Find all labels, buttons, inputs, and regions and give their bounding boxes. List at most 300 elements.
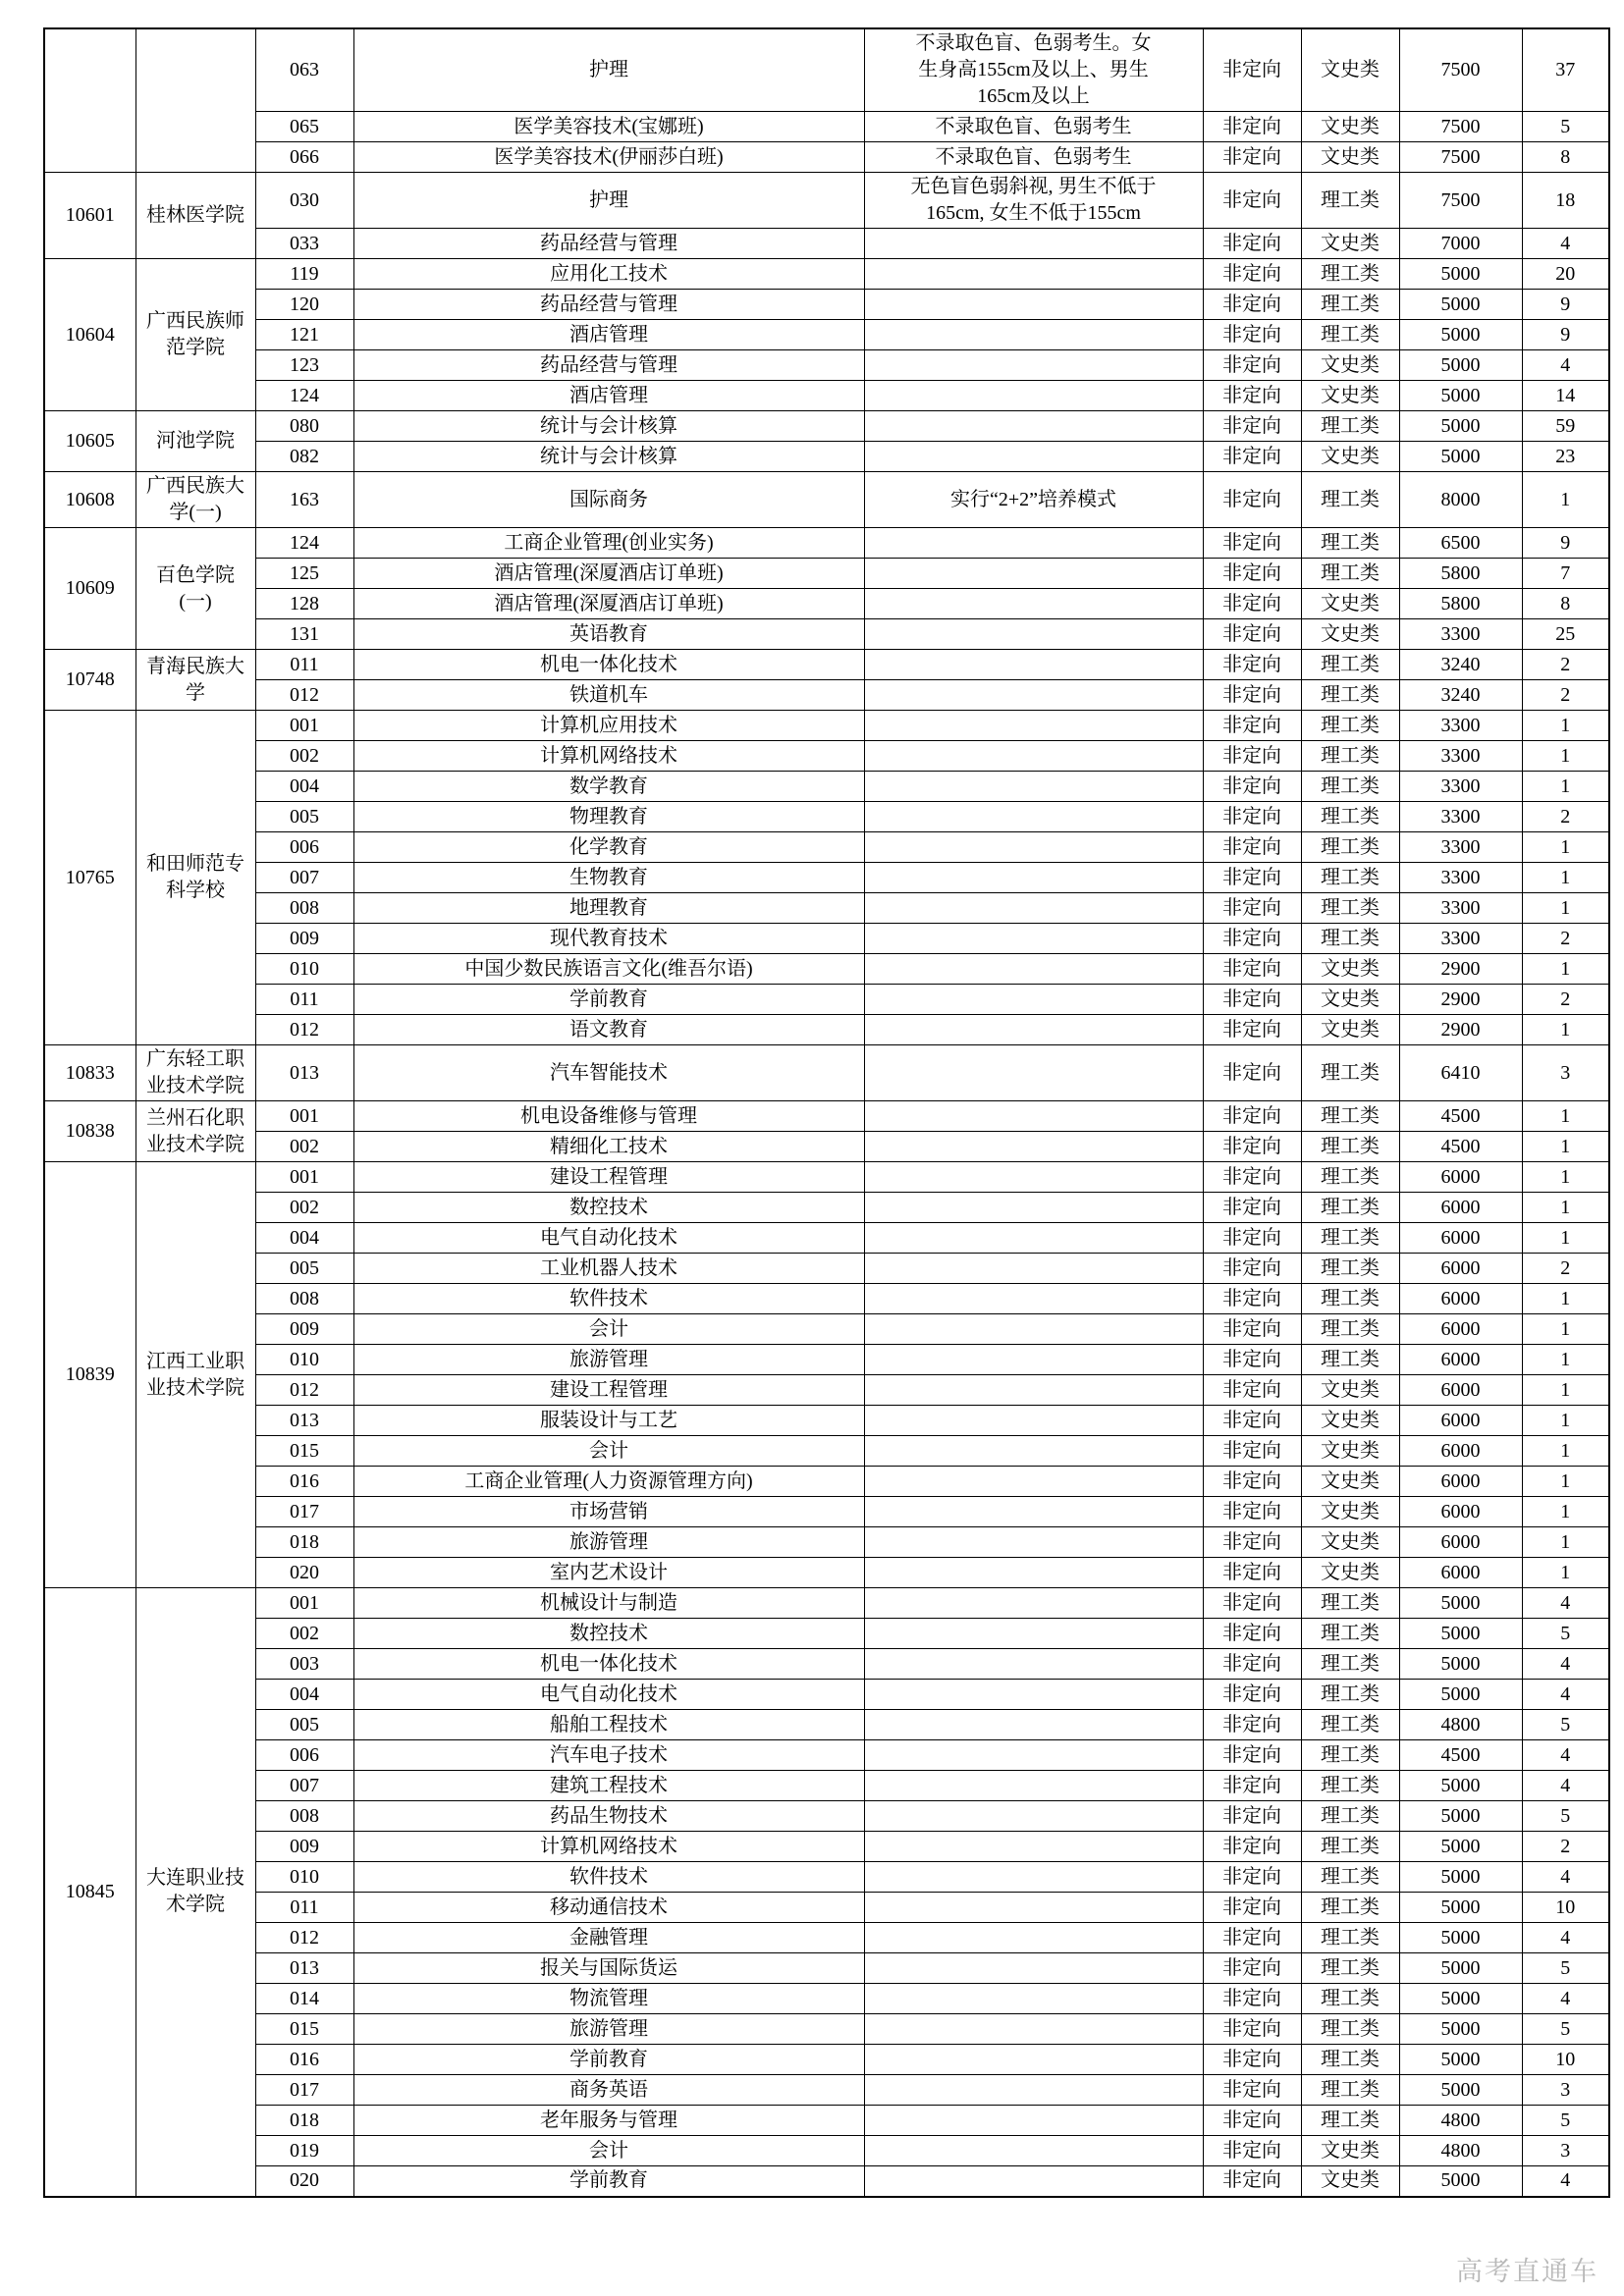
count-cell: 1 — [1522, 832, 1609, 863]
major-name-cell: 报关与国际货运 — [353, 1953, 864, 1984]
count-cell: 9 — [1522, 290, 1609, 320]
count-cell: 5 — [1522, 1710, 1609, 1740]
direction-cell: 非定向 — [1203, 863, 1301, 893]
table-row — [44, 1649, 1609, 1680]
major-code-cell: 002 — [255, 1132, 353, 1162]
direction-cell: 非定向 — [1203, 1132, 1301, 1162]
table-row — [44, 559, 1609, 589]
table-row — [44, 112, 1609, 142]
remarks-cell — [864, 1984, 1203, 2014]
fee-cell: 5000 — [1399, 2014, 1522, 2045]
school-code-cell: 10833 — [44, 1045, 135, 1101]
major-name-cell: 软件技术 — [353, 1284, 864, 1314]
count-cell: 1 — [1522, 1284, 1609, 1314]
table-row — [44, 1254, 1609, 1284]
remarks-cell — [864, 259, 1203, 290]
remarks-cell — [864, 1801, 1203, 1832]
direction-cell: 非定向 — [1203, 411, 1301, 442]
category-cell: 文史类 — [1301, 350, 1399, 381]
count-cell: 1 — [1522, 1527, 1609, 1558]
major-code-cell: 010 — [255, 1345, 353, 1375]
remarks-cell — [864, 832, 1203, 863]
fee-cell: 5000 — [1399, 320, 1522, 350]
category-cell: 理工类 — [1301, 1588, 1399, 1619]
category-cell: 文史类 — [1301, 28, 1399, 112]
fee-cell: 5800 — [1399, 589, 1522, 619]
direction-cell: 非定向 — [1203, 112, 1301, 142]
major-name-cell: 计算机应用技术 — [353, 711, 864, 741]
table-row — [44, 985, 1609, 1015]
major-name-cell: 现代教育技术 — [353, 924, 864, 954]
fee-cell: 5000 — [1399, 1984, 1522, 2014]
major-name-cell: 精细化工技术 — [353, 1132, 864, 1162]
major-name-cell: 汽车电子技术 — [353, 1740, 864, 1771]
table-row — [44, 1015, 1609, 1045]
remarks-cell — [864, 1162, 1203, 1193]
school-code-cell: 10765 — [44, 711, 135, 1045]
major-code-cell: 010 — [255, 1862, 353, 1893]
direction-cell: 非定向 — [1203, 320, 1301, 350]
major-code-cell: 002 — [255, 1619, 353, 1649]
category-cell: 理工类 — [1301, 893, 1399, 924]
table-row — [44, 1375, 1609, 1406]
count-cell: 5 — [1522, 1619, 1609, 1649]
count-cell: 1 — [1522, 954, 1609, 985]
fee-cell: 5000 — [1399, 2045, 1522, 2075]
fee-cell: 5000 — [1399, 411, 1522, 442]
count-cell: 4 — [1522, 1923, 1609, 1953]
table-row — [44, 1558, 1609, 1588]
major-name-cell: 会计 — [353, 2136, 864, 2166]
category-cell: 理工类 — [1301, 650, 1399, 680]
table-row — [44, 772, 1609, 802]
count-cell: 8 — [1522, 142, 1609, 173]
major-name-cell: 数学教育 — [353, 772, 864, 802]
table-row — [44, 2166, 1609, 2197]
count-cell: 7 — [1522, 559, 1609, 589]
count-cell: 2 — [1522, 924, 1609, 954]
major-code-cell: 005 — [255, 802, 353, 832]
count-cell: 1 — [1522, 1558, 1609, 1588]
table-row — [44, 1619, 1609, 1649]
direction-cell: 非定向 — [1203, 589, 1301, 619]
major-name-cell: 机械设计与制造 — [353, 1588, 864, 1619]
document-page — [43, 27, 1610, 2198]
direction-cell: 非定向 — [1203, 2075, 1301, 2106]
table-row — [44, 1680, 1609, 1710]
direction-cell: 非定向 — [1203, 741, 1301, 772]
direction-cell: 非定向 — [1203, 528, 1301, 559]
direction-cell: 非定向 — [1203, 1862, 1301, 1893]
category-cell: 理工类 — [1301, 2106, 1399, 2136]
table-row — [44, 2045, 1609, 2075]
major-code-cell: 124 — [255, 528, 353, 559]
major-name-cell: 统计与会计核算 — [353, 411, 864, 442]
major-name-cell: 医学美容技术(宝娜班) — [353, 112, 864, 142]
major-code-cell: 066 — [255, 142, 353, 173]
category-cell: 理工类 — [1301, 772, 1399, 802]
fee-cell: 5000 — [1399, 1953, 1522, 1984]
fee-cell: 2900 — [1399, 954, 1522, 985]
major-name-cell: 铁道机车 — [353, 680, 864, 711]
count-cell: 37 — [1522, 28, 1609, 112]
school-name-cell: 桂林医学院 — [135, 173, 255, 259]
major-name-cell: 建筑工程技术 — [353, 1771, 864, 1801]
count-cell: 1 — [1522, 1375, 1609, 1406]
major-code-cell: 063 — [255, 28, 353, 112]
fee-cell: 5000 — [1399, 259, 1522, 290]
count-cell: 20 — [1522, 259, 1609, 290]
remarks-cell — [864, 2106, 1203, 2136]
remarks-cell — [864, 1680, 1203, 1710]
fee-cell: 5000 — [1399, 1619, 1522, 1649]
major-name-cell: 国际商务 — [353, 472, 864, 528]
major-code-cell: 004 — [255, 1680, 353, 1710]
table-row — [44, 442, 1609, 472]
category-cell: 理工类 — [1301, 1254, 1399, 1284]
school-name-cell: 大连职业技 术学院 — [135, 1588, 255, 2197]
school-name-cell: 广西民族大 学(一) — [135, 472, 255, 528]
table-row — [44, 1045, 1609, 1101]
major-name-cell: 应用化工技术 — [353, 259, 864, 290]
table-row — [44, 528, 1609, 559]
major-name-cell: 酒店管理(深厦酒店订单班) — [353, 559, 864, 589]
major-code-cell: 016 — [255, 2045, 353, 2075]
category-cell: 理工类 — [1301, 1740, 1399, 1771]
direction-cell: 非定向 — [1203, 1984, 1301, 2014]
major-name-cell: 中国少数民族语言文化(维吾尔语) — [353, 954, 864, 985]
major-code-cell: 124 — [255, 381, 353, 411]
major-code-cell: 131 — [255, 619, 353, 650]
table-row — [44, 1740, 1609, 1771]
fee-cell: 5000 — [1399, 1649, 1522, 1680]
remarks-cell — [864, 1558, 1203, 1588]
major-name-cell: 船舶工程技术 — [353, 1710, 864, 1740]
direction-cell: 非定向 — [1203, 442, 1301, 472]
remarks-cell — [864, 1436, 1203, 1467]
major-code-cell: 001 — [255, 711, 353, 741]
category-cell: 理工类 — [1301, 1953, 1399, 1984]
remarks-cell — [864, 893, 1203, 924]
category-cell: 理工类 — [1301, 680, 1399, 711]
table-row — [44, 650, 1609, 680]
major-name-cell: 物流管理 — [353, 1984, 864, 2014]
count-cell: 23 — [1522, 442, 1609, 472]
table-row — [44, 411, 1609, 442]
direction-cell: 非定向 — [1203, 1680, 1301, 1710]
major-name-cell: 计算机网络技术 — [353, 741, 864, 772]
direction-cell: 非定向 — [1203, 954, 1301, 985]
direction-cell: 非定向 — [1203, 680, 1301, 711]
direction-cell: 非定向 — [1203, 2136, 1301, 2166]
direction-cell: 非定向 — [1203, 1015, 1301, 1045]
category-cell: 理工类 — [1301, 802, 1399, 832]
major-name-cell: 机电一体化技术 — [353, 1649, 864, 1680]
major-code-cell: 007 — [255, 863, 353, 893]
category-cell: 理工类 — [1301, 1619, 1399, 1649]
table-row — [44, 1953, 1609, 1984]
count-cell: 1 — [1522, 1132, 1609, 1162]
remarks-cell — [864, 1375, 1203, 1406]
count-cell: 2 — [1522, 802, 1609, 832]
major-name-cell: 会计 — [353, 1314, 864, 1345]
school-name-cell — [135, 28, 255, 173]
direction-cell: 非定向 — [1203, 173, 1301, 229]
fee-cell: 6410 — [1399, 1045, 1522, 1101]
admissions-table — [43, 27, 1610, 2198]
table-row — [44, 1984, 1609, 2014]
school-code-cell: 10601 — [44, 173, 135, 259]
remarks-cell: 不录取色盲、色弱考生 — [864, 142, 1203, 173]
remarks-cell — [864, 1527, 1203, 1558]
major-code-cell: 065 — [255, 112, 353, 142]
major-code-cell: 018 — [255, 2106, 353, 2136]
fee-cell: 3300 — [1399, 863, 1522, 893]
admissions-table-body — [44, 28, 1609, 2197]
major-code-cell: 012 — [255, 1015, 353, 1045]
major-name-cell: 酒店管理 — [353, 320, 864, 350]
major-code-cell: 020 — [255, 2166, 353, 2197]
count-cell: 2 — [1522, 1254, 1609, 1284]
remarks-cell — [864, 619, 1203, 650]
remarks-cell — [864, 1314, 1203, 1345]
count-cell: 2 — [1522, 650, 1609, 680]
remarks-cell — [864, 1923, 1203, 1953]
remarks-cell — [864, 1101, 1203, 1132]
table-row — [44, 1588, 1609, 1619]
major-name-cell: 老年服务与管理 — [353, 2106, 864, 2136]
fee-cell: 5000 — [1399, 2166, 1522, 2197]
major-code-cell: 012 — [255, 1375, 353, 1406]
remarks-cell: 不录取色盲、色弱考生。女 生身高155cm及以上、男生 165cm及以上 — [864, 28, 1203, 112]
category-cell: 文史类 — [1301, 229, 1399, 259]
table-row — [44, 1923, 1609, 1953]
direction-cell: 非定向 — [1203, 650, 1301, 680]
major-name-cell: 化学教育 — [353, 832, 864, 863]
major-name-cell: 电气自动化技术 — [353, 1680, 864, 1710]
count-cell: 4 — [1522, 229, 1609, 259]
remarks-cell — [864, 442, 1203, 472]
remarks-cell — [864, 711, 1203, 741]
category-cell: 理工类 — [1301, 1193, 1399, 1223]
category-cell: 理工类 — [1301, 1223, 1399, 1254]
count-cell: 1 — [1522, 1015, 1609, 1045]
category-cell: 文史类 — [1301, 1497, 1399, 1527]
category-cell: 理工类 — [1301, 259, 1399, 290]
fee-cell: 3300 — [1399, 772, 1522, 802]
fee-cell: 3300 — [1399, 924, 1522, 954]
major-code-cell: 009 — [255, 924, 353, 954]
remarks-cell: 不录取色盲、色弱考生 — [864, 112, 1203, 142]
major-code-cell: 018 — [255, 1527, 353, 1558]
major-code-cell: 017 — [255, 1497, 353, 1527]
table-row — [44, 1801, 1609, 1832]
remarks-cell — [864, 1497, 1203, 1527]
direction-cell: 非定向 — [1203, 619, 1301, 650]
remarks-cell — [864, 863, 1203, 893]
major-code-cell: 014 — [255, 1984, 353, 2014]
count-cell: 2 — [1522, 985, 1609, 1015]
category-cell: 文史类 — [1301, 142, 1399, 173]
direction-cell: 非定向 — [1203, 1406, 1301, 1436]
major-code-cell: 004 — [255, 1223, 353, 1254]
remarks-cell — [864, 559, 1203, 589]
table-row — [44, 320, 1609, 350]
remarks-cell — [864, 2014, 1203, 2045]
remarks-cell — [864, 411, 1203, 442]
fee-cell: 7500 — [1399, 28, 1522, 112]
remarks-cell — [864, 1223, 1203, 1254]
table-row — [44, 472, 1609, 528]
category-cell: 理工类 — [1301, 2045, 1399, 2075]
major-code-cell: 001 — [255, 1588, 353, 1619]
direction-cell: 非定向 — [1203, 559, 1301, 589]
remarks-cell — [864, 1254, 1203, 1284]
direction-cell: 非定向 — [1203, 1223, 1301, 1254]
school-name-cell: 广东轻工职 业技术学院 — [135, 1045, 255, 1101]
direction-cell: 非定向 — [1203, 1619, 1301, 1649]
major-name-cell: 英语教育 — [353, 619, 864, 650]
direction-cell: 非定向 — [1203, 1953, 1301, 1984]
category-cell: 文史类 — [1301, 1436, 1399, 1467]
count-cell: 5 — [1522, 2106, 1609, 2136]
major-code-cell: 013 — [255, 1045, 353, 1101]
major-name-cell: 药品生物技术 — [353, 1801, 864, 1832]
count-cell: 10 — [1522, 1893, 1609, 1923]
fee-cell: 7500 — [1399, 112, 1522, 142]
major-name-cell: 语文教育 — [353, 1015, 864, 1045]
fee-cell: 6000 — [1399, 1162, 1522, 1193]
major-name-cell: 医学美容技术(伊丽莎白班) — [353, 142, 864, 173]
major-name-cell: 药品经营与管理 — [353, 229, 864, 259]
fee-cell: 7500 — [1399, 142, 1522, 173]
fee-cell: 6000 — [1399, 1558, 1522, 1588]
direction-cell: 非定向 — [1203, 924, 1301, 954]
remarks-cell — [864, 772, 1203, 802]
remarks-cell — [864, 2075, 1203, 2106]
major-code-cell: 013 — [255, 1953, 353, 1984]
remarks-cell — [864, 741, 1203, 772]
school-code-cell: 10604 — [44, 259, 135, 411]
direction-cell: 非定向 — [1203, 1588, 1301, 1619]
direction-cell: 非定向 — [1203, 2166, 1301, 2197]
fee-cell: 5000 — [1399, 1801, 1522, 1832]
major-name-cell: 药品经营与管理 — [353, 290, 864, 320]
count-cell: 5 — [1522, 1801, 1609, 1832]
category-cell: 理工类 — [1301, 1284, 1399, 1314]
fee-cell: 6500 — [1399, 528, 1522, 559]
category-cell: 理工类 — [1301, 2075, 1399, 2106]
remarks-cell — [864, 589, 1203, 619]
direction-cell: 非定向 — [1203, 1254, 1301, 1284]
table-row — [44, 229, 1609, 259]
major-code-cell: 030 — [255, 173, 353, 229]
table-row — [44, 173, 1609, 229]
direction-cell: 非定向 — [1203, 1649, 1301, 1680]
direction-cell: 非定向 — [1203, 1497, 1301, 1527]
category-cell: 理工类 — [1301, 290, 1399, 320]
remarks-cell — [864, 381, 1203, 411]
major-code-cell: 001 — [255, 1101, 353, 1132]
count-cell: 1 — [1522, 1223, 1609, 1254]
direction-cell: 非定向 — [1203, 1558, 1301, 1588]
category-cell: 文史类 — [1301, 619, 1399, 650]
fee-cell: 3300 — [1399, 711, 1522, 741]
remarks-cell — [864, 1710, 1203, 1740]
table-row — [44, 259, 1609, 290]
fee-cell: 5000 — [1399, 1862, 1522, 1893]
major-code-cell: 123 — [255, 350, 353, 381]
remarks-cell — [864, 229, 1203, 259]
direction-cell: 非定向 — [1203, 985, 1301, 1015]
major-code-cell: 013 — [255, 1406, 353, 1436]
major-name-cell: 金融管理 — [353, 1923, 864, 1953]
major-name-cell: 地理教育 — [353, 893, 864, 924]
category-cell: 理工类 — [1301, 1984, 1399, 2014]
count-cell: 1 — [1522, 772, 1609, 802]
table-row — [44, 142, 1609, 173]
count-cell: 1 — [1522, 1193, 1609, 1223]
count-cell: 1 — [1522, 711, 1609, 741]
count-cell: 14 — [1522, 381, 1609, 411]
fee-cell: 6000 — [1399, 1497, 1522, 1527]
direction-cell: 非定向 — [1203, 2045, 1301, 2075]
remarks-cell — [864, 1740, 1203, 1771]
table-row — [44, 1406, 1609, 1436]
direction-cell: 非定向 — [1203, 1710, 1301, 1740]
count-cell: 10 — [1522, 2045, 1609, 2075]
table-row — [44, 1893, 1609, 1923]
major-name-cell: 室内艺术设计 — [353, 1558, 864, 1588]
major-name-cell: 软件技术 — [353, 1862, 864, 1893]
major-code-cell: 005 — [255, 1254, 353, 1284]
fee-cell: 5800 — [1399, 559, 1522, 589]
major-name-cell: 机电设备维修与管理 — [353, 1101, 864, 1132]
count-cell: 1 — [1522, 1497, 1609, 1527]
direction-cell: 非定向 — [1203, 1923, 1301, 1953]
remarks-cell — [864, 650, 1203, 680]
category-cell: 理工类 — [1301, 320, 1399, 350]
remarks-cell — [864, 2045, 1203, 2075]
table-row — [44, 1162, 1609, 1193]
major-code-cell: 008 — [255, 1801, 353, 1832]
major-name-cell: 护理 — [353, 173, 864, 229]
major-name-cell: 电气自动化技术 — [353, 1223, 864, 1254]
fee-cell: 5000 — [1399, 1680, 1522, 1710]
major-name-cell: 学前教育 — [353, 2045, 864, 2075]
table-row — [44, 893, 1609, 924]
major-name-cell: 商务英语 — [353, 2075, 864, 2106]
fee-cell: 6000 — [1399, 1406, 1522, 1436]
remarks-cell — [864, 954, 1203, 985]
major-code-cell: 006 — [255, 1740, 353, 1771]
table-row — [44, 680, 1609, 711]
remarks-cell — [864, 802, 1203, 832]
count-cell: 8 — [1522, 589, 1609, 619]
category-cell: 文史类 — [1301, 2166, 1399, 2197]
count-cell: 4 — [1522, 350, 1609, 381]
direction-cell: 非定向 — [1203, 2106, 1301, 2136]
count-cell: 59 — [1522, 411, 1609, 442]
major-code-cell: 017 — [255, 2075, 353, 2106]
remarks-cell — [864, 1619, 1203, 1649]
category-cell: 文史类 — [1301, 954, 1399, 985]
fee-cell: 6000 — [1399, 1284, 1522, 1314]
fee-cell: 4800 — [1399, 2106, 1522, 2136]
direction-cell: 非定向 — [1203, 381, 1301, 411]
category-cell: 理工类 — [1301, 1771, 1399, 1801]
direction-cell: 非定向 — [1203, 1045, 1301, 1101]
